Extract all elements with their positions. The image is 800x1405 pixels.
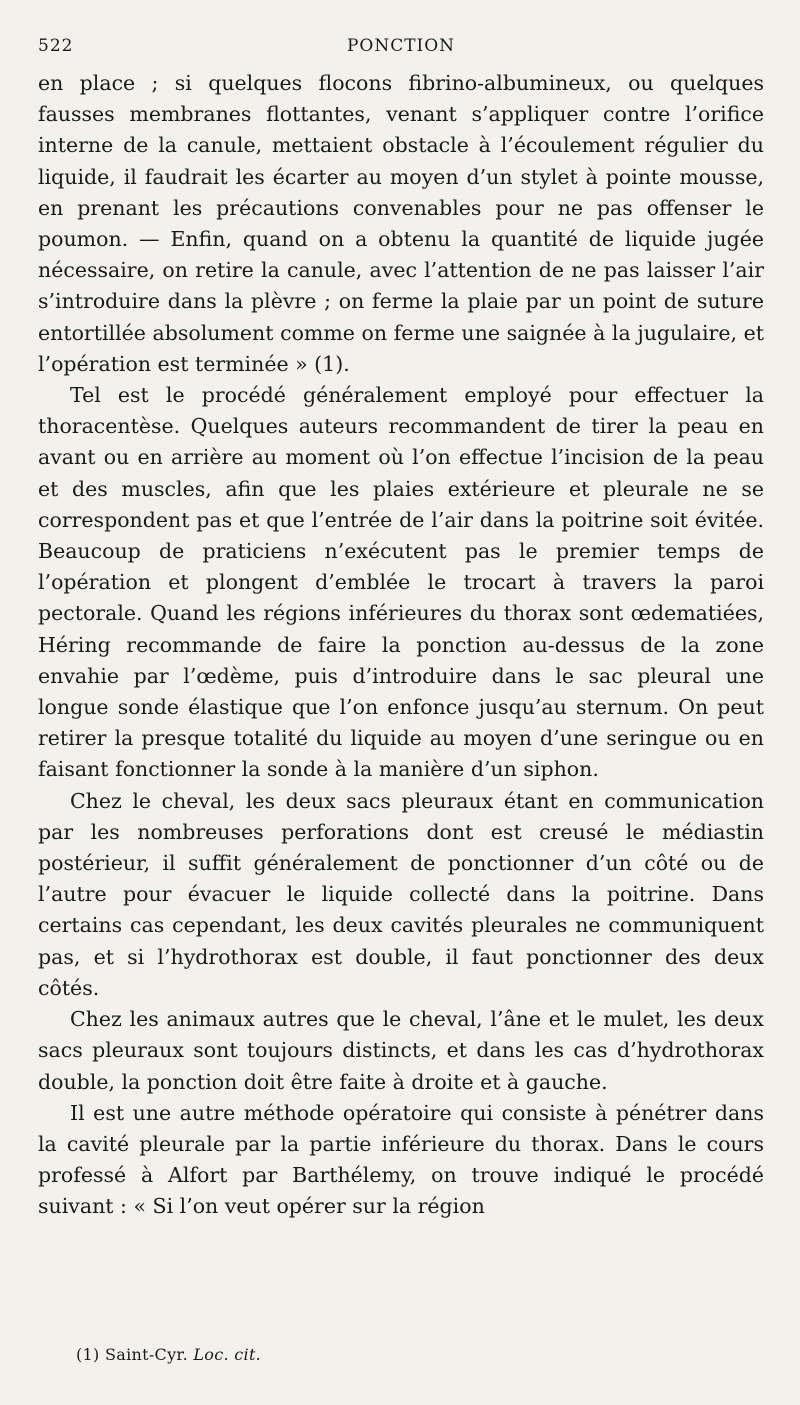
running-title: PONCTION — [346, 36, 456, 56]
paragraph: en place ; si quelques flocons fibrino-albumineux, ou quelques fausses membranes flottantes, venant s’appliquer contre l’orifice interne de la canule, mettaient obstacle à l’écoulement régulier du liquide, il faudrait les écarter au moyen d’un stylet à pointe mousse, en prenant les précautions convenables pour ne pas offenser le poumon. — Enfin, quand on a obtenu la quantité de liquide jugée nécessaire, on retire la canule, avec l’attention de ne pas laisser l’air s’introduire dans la plèvre ; on ferme la plaie par un point de suture entortillée absolument comme on ferme une saignée à la jugulaire, et l’opération est terminée » (1). — [38, 71, 764, 376]
running-head — [38, 32, 764, 62]
body-text — [38, 68, 764, 1223]
footnote-marker: (1) — [76, 1345, 100, 1364]
paragraph: Il est une autre méthode opératoire qui consiste à pénétrer dans la cavité pleurale par la partie inférieure du thorax. Dans le cours professé à Alfort par Barthélemy, on trouve indiqué le procédé suivant : « Si l’on veut opérer sur la région — [38, 1100, 764, 1219]
footnote-author: Saint-Cyr. — [104, 1345, 188, 1364]
paragraph: Tel est le procédé généralement employé pour effectuer la thoracentèse. Quelques auteurs recommandent de tirer la peau en avant ou en arrière au moment où l’on effectue l’incision de la peau et des muscles, afin que les plaies extérieure et pleurale ne se correspondent pas et que l’entrée de l’air dans la poitrine soit évitée. Beaucoup de praticiens n’exécutent pas le premier temps de l’opération et plongent d’emblée le trocart à travers la paroi pectorale. Quand les régions inférieures du thorax sont œdematiées, Héring recommande de faire la ponction au-dessus de la zone envahie par l’œdème, puis d’introduire dans le sac pleural une longue sonde élastique que l’on enfonce jusqu’au sternum. On peut retirer la presque totalité du liquide au moyen d’une seringue ou en faisant fonctionner la sonde à la manière d’un siphon. — [38, 383, 764, 782]
paragraph: Chez les animaux autres que le cheval, l’âne et le mulet, les deux sacs pleuraux sont toujours distincts, et dans les cas d’hydrothorax double, la ponction doit être faite à droite et à gauche. — [38, 1007, 764, 1094]
footnote-reference: Loc. cit. — [193, 1345, 262, 1364]
paragraph: Chez le cheval, les deux sacs pleuraux étant en communication par les nombreuses perforations dont est creusé le médiastin postérieur, il suffit généralement de ponctionner d’un côté ou de l’autre pour évacuer le liquide collecté dans la poitrine. Dans certains cas cependant, les deux cavités pleurales ne communiquent pas, et si l’hydrothorax est double, il faut ponctionner des deux côtés. — [38, 788, 764, 1000]
footnote — [76, 1345, 261, 1364]
page-number: 522 — [38, 36, 74, 56]
